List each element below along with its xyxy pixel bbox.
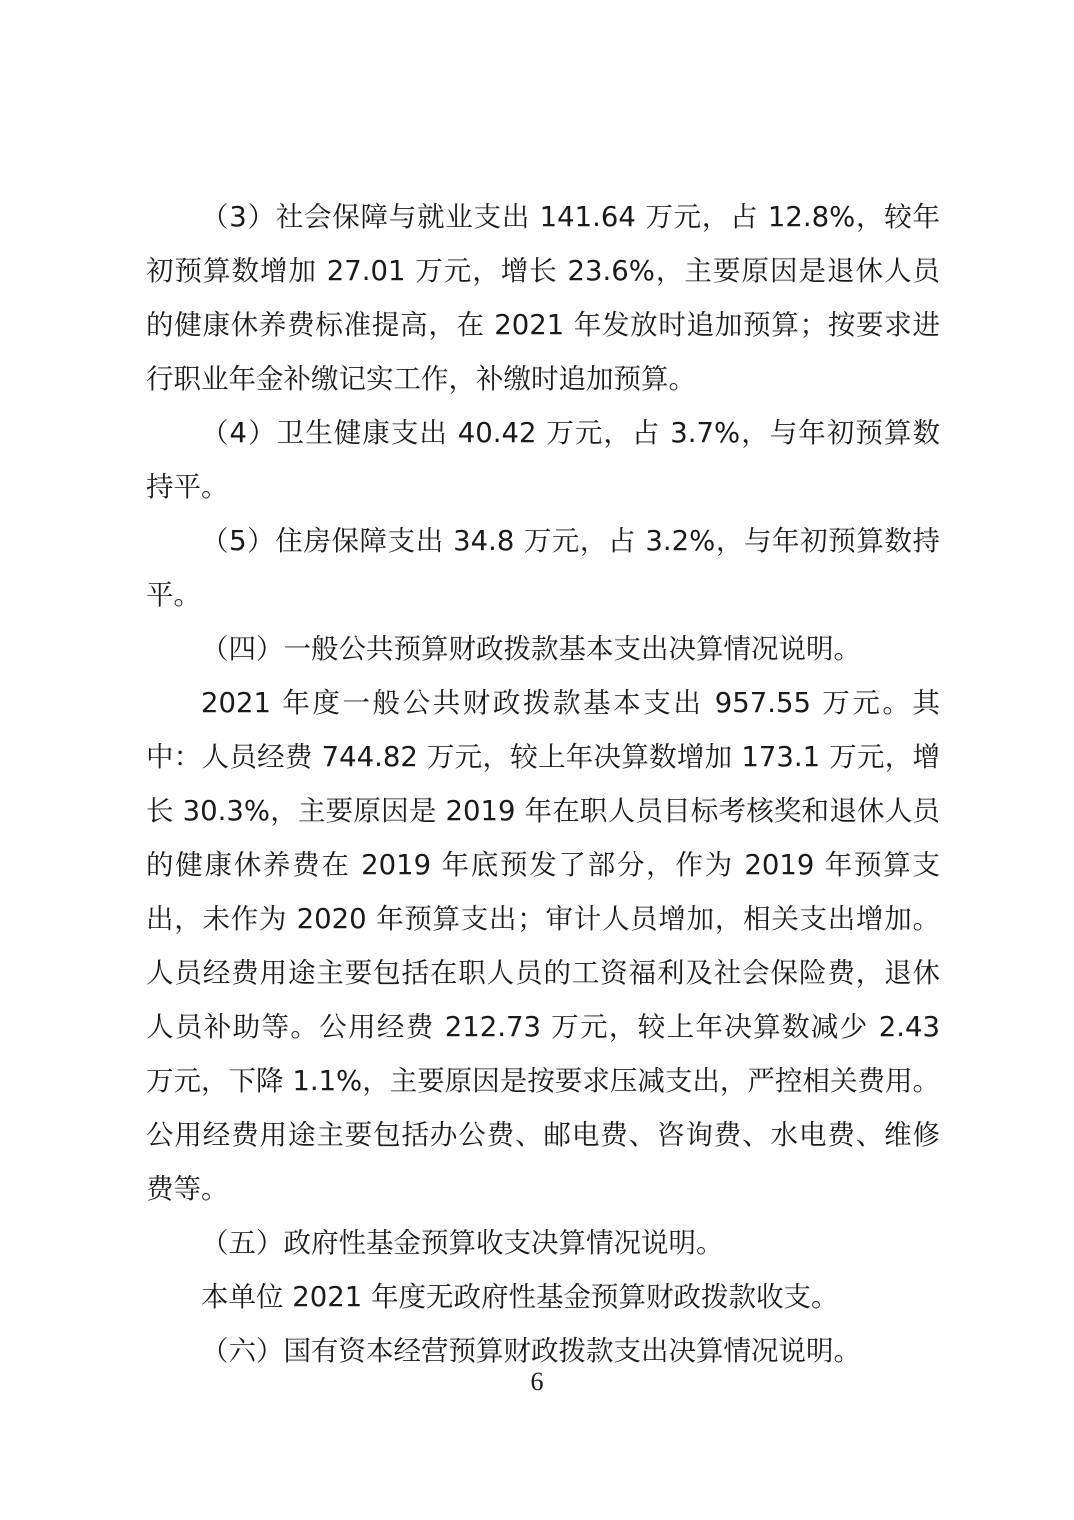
section-heading-5: （五）政府性基金预算收支决算情况说明。	[201, 1227, 724, 1259]
paragraph-housing: （5）住房保障支出 34.8 万元，占 3.2%，与年初预算数持平。	[146, 525, 940, 611]
paragraph-basic-expenditure: 2021 年度一般公共财政拨款基本支出 957.55 万元。其中：人员经费 744.82 万元，较上年决算数增加 173.1 万元，增长 30.3%，主要原因是 2019 年在职人员目标考核奖和退休人员的健康休养费在 2019 年底预发了部分，作为 2019 年预算支出，未作为 2020 年预算支出；审计人员增加，相关支出增加。人员经费用途主要包括在职人员的工资福利及社会保险费，退休人员补助等。公用经费 212.73 万元，较上年决算数减少 2.43 万元，下降 1.1%，主要原因是按要求压减支出，严控相关费用。公用经费用途主要包括办公费、邮电费、咨询费、水电费、维修费等。	[146, 687, 940, 1205]
document-body	[146, 190, 940, 1378]
section-heading-6: （六）国有资本经营预算财政拨款支出决算情况说明。	[201, 1335, 861, 1367]
paragraph-government-fund: 本单位 2021 年度无政府性基金预算财政拨款收支。	[201, 1281, 839, 1313]
section-heading-4: （四）一般公共预算财政拨款基本支出决算情况说明。	[201, 633, 861, 665]
paragraph-health: （4）卫生健康支出 40.42 万元，占 3.7%，与年初预算数持平。	[146, 417, 940, 503]
page-number: 6	[530, 1367, 544, 1396]
paragraph-social-security: （3）社会保障与就业支出 141.64 万元，占 12.8%，较年初预算数增加 27.01 万元，增长 23.6%，主要原因是退休人员的健康休养费标准提高，在 2021 年发放时追加预算；按要求进行职业年金补缴记实工作，补缴时追加预算。	[146, 201, 940, 395]
